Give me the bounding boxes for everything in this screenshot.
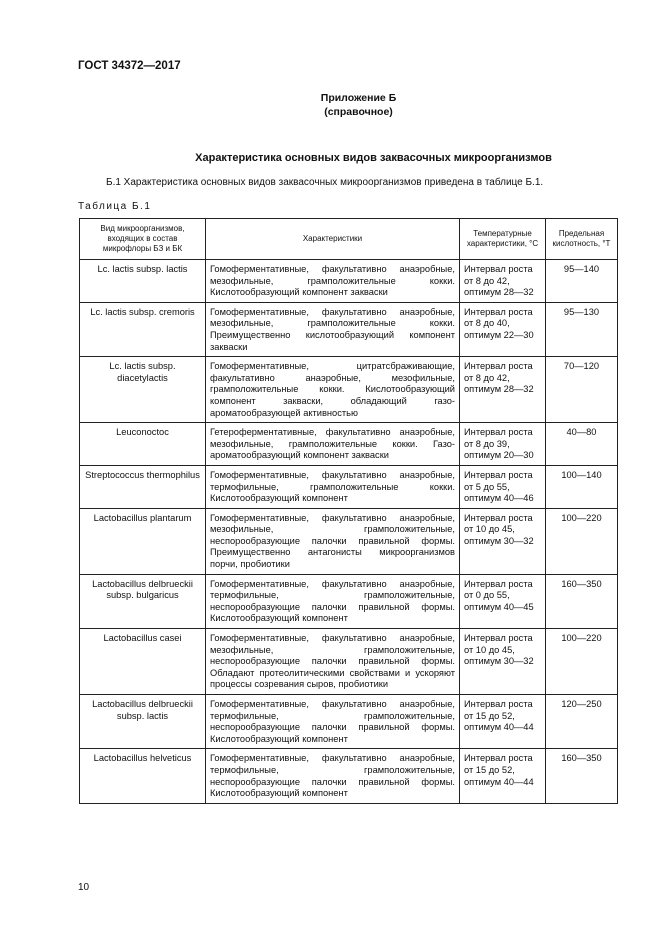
description-cell: Гомоферментативные, факультативно анаэробные, термофильные, грамположительные, неспорообразующие палочки правильной формы. Кислотообразующий компонент — [206, 695, 460, 749]
temperature-cell: Интервал роста от 8 до 40, оптимум 22—30 — [460, 302, 546, 356]
description-cell: Гомоферментативные, факультативно анаэробные, термофильные, грамположительные кокки. Кислотообразующий компонент — [206, 465, 460, 508]
organism-cell: Lactobacillus delbrueckii subsp. bulgaricus — [80, 574, 206, 628]
description-cell: Гомоферментативные, факультативно анаэробные, мезофильные, грамположительные, неспорообразующие палочки правильной формы. Преимущественно антагонисты микроорганизмов порчи, пробиотики — [206, 508, 460, 574]
section-title: Характеристика основных видов заквасочных микроорганизмов — [195, 152, 552, 164]
temperature-cell: Интервал роста от 10 до 45, оптимум 30—32 — [460, 629, 546, 695]
organism-cell: Lc. lactis subsp. cremoris — [80, 302, 206, 356]
header-organism: Вид микроорганизмов, входящих в состав микрофлоры БЗ и БК — [80, 219, 206, 260]
acidity-cell: 70—120 — [546, 357, 618, 423]
organism-cell: Streptococcus thermophilus — [80, 465, 206, 508]
organism-cell: Lc. lactis subsp. diacetylactis — [80, 357, 206, 423]
description-cell: Гомоферментативные, факультативно анаэробные, мезофильные, грамположительные кокки. Кислотообразующий компонент закваски — [206, 260, 460, 303]
organism-cell: Lactobacillus casei — [80, 629, 206, 695]
table-row — [80, 508, 618, 574]
organism-cell: Lactobacillus helveticus — [80, 749, 206, 803]
table-row — [80, 423, 618, 466]
table-row — [80, 465, 618, 508]
header-characteristics: Характеристики — [206, 219, 460, 260]
description-cell: Гетероферментативные, факультативно анаэробные, мезофильные, грамположительные кокки. Газо-ароматообразующий компонент закваски — [206, 423, 460, 466]
temperature-cell: Интервал роста от 10 до 45, оптимум 30—32 — [460, 508, 546, 574]
table-row — [80, 629, 618, 695]
acidity-cell: 160—350 — [546, 749, 618, 803]
page-number: 10 — [78, 882, 90, 893]
description-cell: Гомоферментативные, цитратсбраживающие, факультативно анаэробные, мезофильные, грамположительные кокки. Кислотообразующий компонент закваски, обладающий газо-ароматообразующей активностью — [206, 357, 460, 423]
organism-cell: Leuconoctoc — [80, 423, 206, 466]
acidity-cell: 100—220 — [546, 629, 618, 695]
table-row — [80, 357, 618, 423]
table-row — [80, 574, 618, 628]
acidity-cell: 95—130 — [546, 302, 618, 356]
temperature-cell: Интервал роста от 15 до 52, оптимум 40—44 — [460, 695, 546, 749]
characteristics-table — [79, 218, 618, 804]
table-row — [80, 260, 618, 303]
acidity-cell: 160—350 — [546, 574, 618, 628]
document-code: ГОСТ 34372—2017 — [78, 60, 181, 72]
acidity-cell: 100—220 — [546, 508, 618, 574]
description-cell: Гомоферментативные, факультативно анаэробные, термофильные, грамположительные, неспорообразующие палочки правильной формы. Кислотообразующий компонент — [206, 749, 460, 803]
table-caption: Таблица Б.1 — [78, 201, 152, 212]
description-cell: Гомоферментативные, факультативно анаэробные, мезофильные, грамположительные кокки. Преимущественно кислотообразующий компонент закваски — [206, 302, 460, 356]
temperature-cell: Интервал роста от 8 до 42, оптимум 28—32 — [460, 260, 546, 303]
table-row — [80, 749, 618, 803]
temperature-cell: Интервал роста от 8 до 42, оптимум 28—32 — [460, 357, 546, 423]
temperature-cell: Интервал роста от 5 до 55, оптимум 40—46 — [460, 465, 546, 508]
table-row — [80, 695, 618, 749]
description-cell: Гомоферментативные, факультативно анаэробные, термофильные, грамположительные, неспорообразующие палочки правильной формы. Кислотообразующий компонент — [206, 574, 460, 628]
appendix-title: Приложение Б — [320, 92, 397, 104]
acidity-cell: 95—140 — [546, 260, 618, 303]
acidity-cell: 100—140 — [546, 465, 618, 508]
header-temperature: Температурные характеристики, °С — [460, 219, 546, 260]
temperature-cell: Интервал роста от 0 до 55, оптимум 40—45 — [460, 574, 546, 628]
organism-cell: Lactobacillus delbrueckii subsp. lactis — [80, 695, 206, 749]
temperature-cell: Интервал роста от 15 до 52, оптимум 40—44 — [460, 749, 546, 803]
appendix-subtitle: (справочное) — [324, 106, 393, 118]
organism-cell: Lactobacillus plantarum — [80, 508, 206, 574]
table-header-row — [80, 219, 618, 260]
organism-cell: Lc. lactis subsp. lactis — [80, 260, 206, 303]
header-acidity: Предельная кислотность, °Т — [546, 219, 618, 260]
acidity-cell: 120—250 — [546, 695, 618, 749]
table-row — [80, 302, 618, 356]
temperature-cell: Интервал роста от 8 до 39, оптимум 20—30 — [460, 423, 546, 466]
description-cell: Гомоферментативные, факультативно анаэробные, мезофильные, грамположительные, неспорообразующие палочки правильной формы. Обладают протеолитическими свойствами и ускоряют процессы созревания сыров, пробиотики — [206, 629, 460, 695]
acidity-cell: 40—80 — [546, 423, 618, 466]
intro-paragraph: Б.1 Характеристика основных видов заквасочных микроорганизмов приведена в таблице Б.1. — [106, 177, 544, 188]
